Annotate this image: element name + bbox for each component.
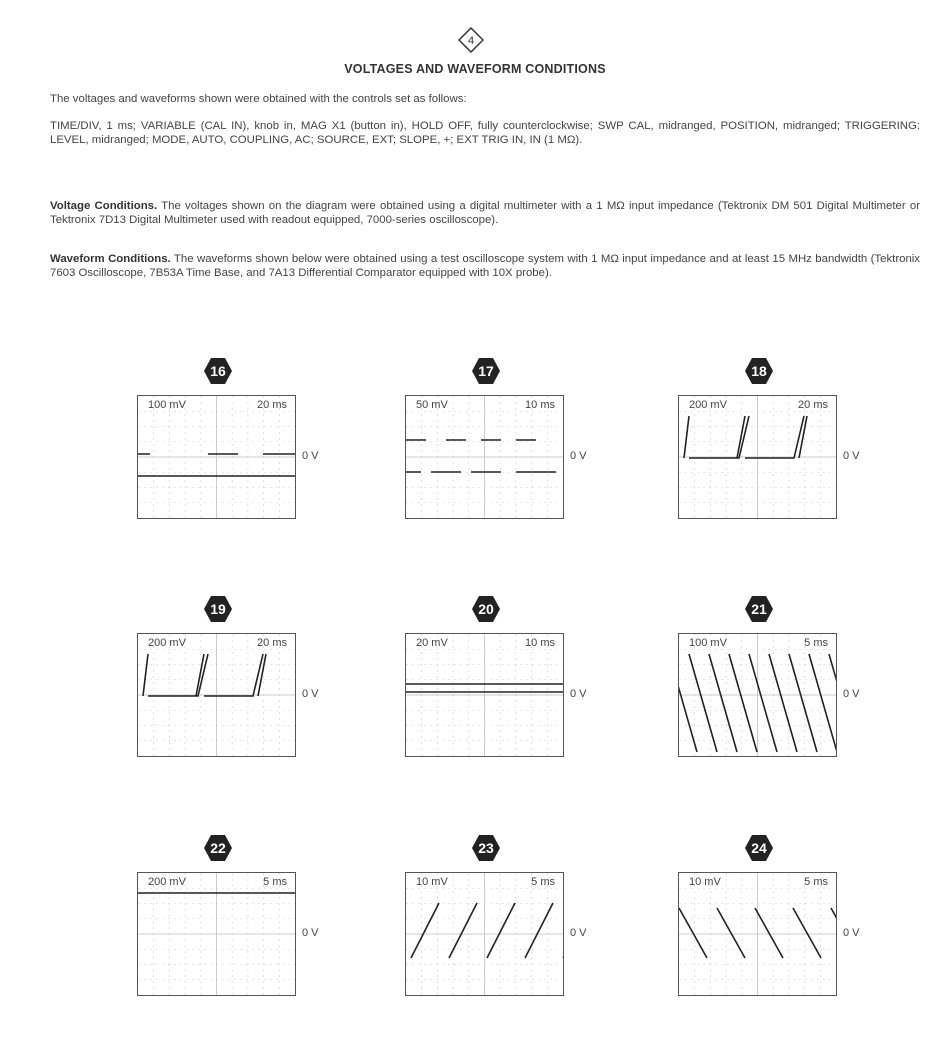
waveform-number-badge — [203, 834, 233, 862]
oscilloscope-display — [678, 395, 837, 519]
waveform-number-badge — [744, 834, 774, 862]
section-diamond-icon — [458, 27, 484, 53]
time-per-div: 20 ms — [257, 637, 287, 649]
oscilloscope-display — [137, 633, 296, 757]
voltage-conditions — [50, 199, 920, 227]
oscilloscope-display — [678, 872, 837, 996]
controls-text: TIME/DIV, 1 ms; VARIABLE (CAL IN), knob in, MAG X1 (button in), HOLD OFF, fully counterclockwise; SWP CAL, midranged, POSITION, midranged; TRIGGERING: LEVEL, midranged; MODE, AUTO, COUPLING, AC; SOURCE, EXT; SLOPE, +; EXT TRIG IN, IN (1 MΩ). — [50, 120, 920, 146]
graticule — [406, 634, 563, 756]
waveform-trace — [143, 654, 266, 696]
time-per-div: 5 ms — [804, 637, 828, 649]
time-per-div: 20 ms — [798, 399, 828, 411]
zero-volt-label: 0 V — [843, 688, 860, 700]
waveform-number-badge — [744, 357, 774, 385]
oscilloscope-display — [137, 872, 296, 996]
waveform-text: The waveforms shown below were obtained using a test oscilloscope system with 1 MΩ input impedance and at least 15 MHz bandwidth (Tektronix 7603 Oscilloscope, 7B53A Time Base, and 7A13 Differential Comparator equipped with 10X probe). — [50, 253, 921, 279]
oscilloscope-display — [678, 633, 837, 757]
volts-per-div: 10 mV — [689, 876, 721, 888]
time-per-div: 10 ms — [525, 399, 555, 411]
waveform-number-badge — [203, 357, 233, 385]
waveform-trace — [684, 416, 807, 458]
waveform-trace — [406, 440, 556, 472]
waveform-number-badge — [471, 357, 501, 385]
page-title: VOLTAGES AND WAVEFORM CONDITIONS — [344, 62, 606, 76]
graticule — [406, 873, 563, 995]
graticule — [406, 396, 563, 518]
waveform-number: 17 — [478, 363, 494, 379]
waveform-number: 18 — [751, 363, 767, 379]
time-per-div: 10 ms — [525, 637, 555, 649]
zero-volt-label: 0 V — [302, 688, 319, 700]
graticule — [138, 634, 295, 756]
waveform-number-badge — [471, 595, 501, 623]
waveform-trace — [411, 903, 563, 958]
waveform-number: 22 — [210, 840, 226, 856]
section-number: 4 — [467, 35, 475, 47]
waveform-number-badge — [471, 834, 501, 862]
waveform-conditions — [50, 252, 920, 280]
waveform-number: 24 — [751, 840, 767, 856]
time-per-div: 5 ms — [531, 876, 555, 888]
time-per-div: 5 ms — [804, 876, 828, 888]
volts-per-div: 10 mV — [416, 876, 448, 888]
volts-per-div: 100 mV — [148, 399, 186, 411]
time-per-div: 20 ms — [257, 399, 287, 411]
oscilloscope-display — [137, 395, 296, 519]
waveform-number: 23 — [478, 840, 494, 856]
volts-per-div: 20 mV — [416, 637, 448, 649]
graticule — [679, 873, 836, 995]
zero-volt-label: 0 V — [843, 450, 860, 462]
graticule — [138, 396, 295, 518]
waveform-heading: Waveform Conditions. — [50, 253, 171, 265]
zero-volt-label: 0 V — [570, 927, 587, 939]
oscilloscope-display — [405, 872, 564, 996]
waveform-number-badge — [744, 595, 774, 623]
graticule — [679, 634, 836, 756]
volts-per-div: 200 mV — [148, 637, 186, 649]
graticule — [138, 873, 295, 995]
zero-volt-label: 0 V — [570, 688, 587, 700]
voltage-text: The voltages shown on the diagram were obtained using a digital multimeter with a 1 MΩ input impedance (Tektronix DM 501 Digital Multimeter or Tektronix 7D13 Digital Multimeter used with readout equipped, 7000-series oscilloscope). — [50, 200, 920, 226]
volts-per-div: 50 mV — [416, 399, 448, 411]
volts-per-div: 100 mV — [689, 637, 727, 649]
waveform-number: 21 — [751, 601, 767, 617]
waveform-number: 16 — [210, 363, 226, 379]
oscilloscope-display — [405, 395, 564, 519]
oscilloscope-display — [405, 633, 564, 757]
intro-text: The voltages and waveforms shown were obtained with the controls set as follows: — [50, 93, 467, 105]
volts-per-div: 200 mV — [689, 399, 727, 411]
zero-volt-label: 0 V — [843, 927, 860, 939]
zero-volt-label: 0 V — [570, 450, 587, 462]
volts-per-div: 200 mV — [148, 876, 186, 888]
zero-volt-label: 0 V — [302, 450, 319, 462]
waveform-number-badge — [203, 595, 233, 623]
voltage-heading: Voltage Conditions. — [50, 200, 158, 212]
zero-volt-label: 0 V — [302, 927, 319, 939]
waveform-number: 19 — [210, 601, 226, 617]
waveform-number: 20 — [478, 601, 494, 617]
time-per-div: 5 ms — [263, 876, 287, 888]
graticule — [679, 396, 836, 518]
